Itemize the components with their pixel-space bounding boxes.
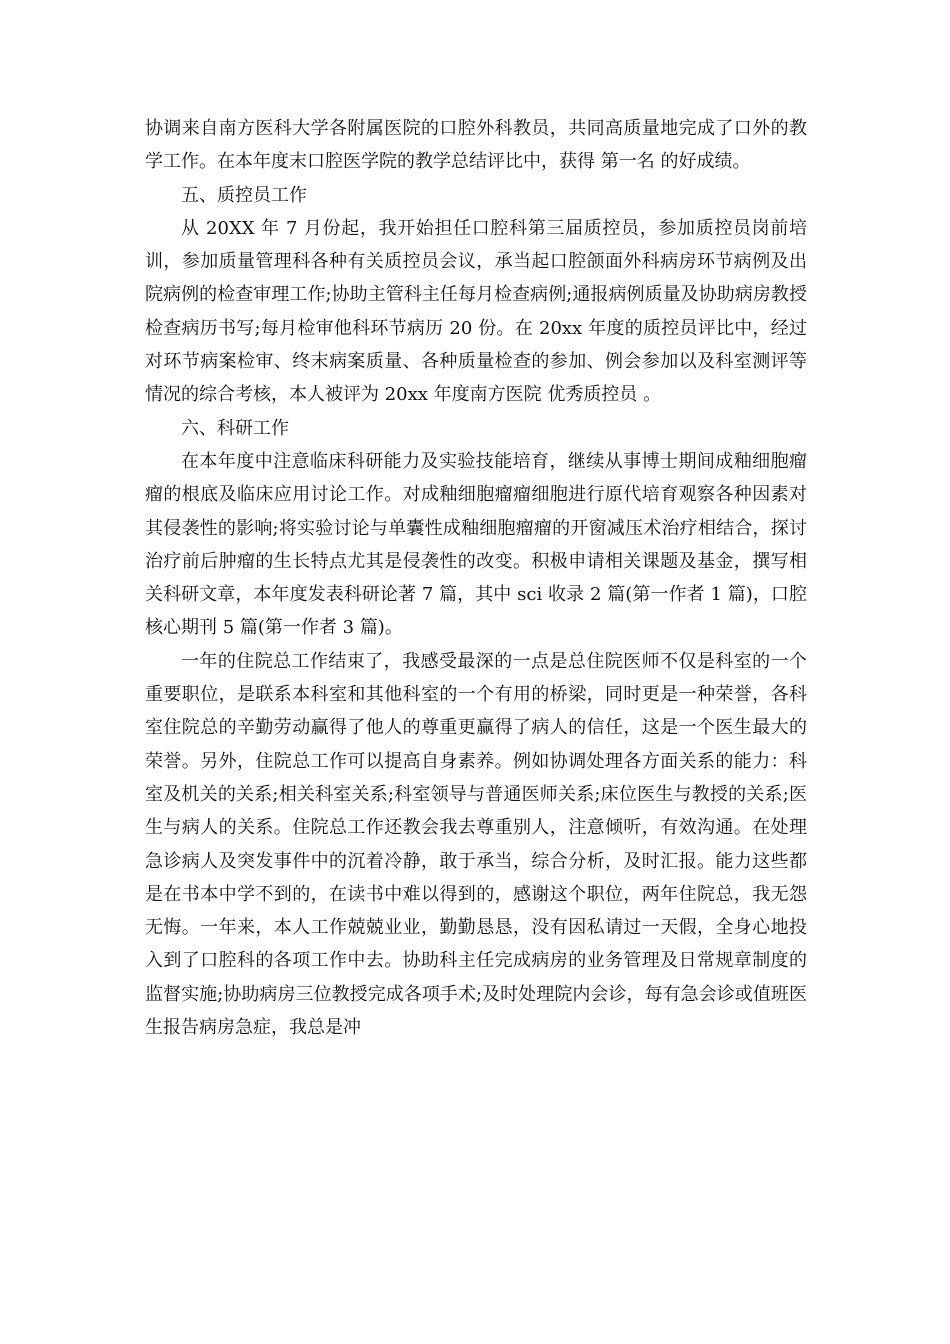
section-heading-quality-control: 五、质控员工作 bbox=[181, 184, 307, 206]
paragraph-teaching-continued: 协调来自南方医科大学各附属医院的口腔外科教员，共同高质量地完成了口外的教学工作。在本年度末口腔医学院的教学总结评比中，获得 第一名 的好成绩。 bbox=[145, 118, 807, 173]
section-heading-research: 六、科研工作 bbox=[181, 417, 289, 439]
paragraph-summary: 一年的住院总工作结束了，我感受最深的一点是总住院医师不仅是科室的一个重要职位，是联系本科室和其他科室的一个有用的桥梁，同时更是一种荣誉，各科室住院总的辛勤劳动赢得了他人的尊重更赢得了病人的信任，这是一个医生最大的荣誉。另外，住院总工作可以提高自身素养。例如协调处理各方面关系的能力：科室及机关的关系;相关科室关系;科室领导与普通医师关系;床位医生与教授的关系;医生与病人的关系。住院总工作还教会我去尊重别人，注意倾听，有效沟通。在处理急诊病人及突发事件中的沉着冷静，敢于承当，综合分析，及时汇报。能力这些都是在书本中学不到的，在读书中难以得到的，感谢这个职位，两年住院总，我无怨无悔。一年来，本人工作兢兢业业，勤勤恳恳，没有因私请过一天假，全身心地投入到了口腔科的各项工作中去。协助科主任完成病房的业务管理及日常规章制度的监督实施;协助病房三位教授完成各项手术;及时处理院内会诊，每有急会诊或值班医生报告病房急症，我总是冲 bbox=[145, 650, 807, 1039]
paragraph-research: 在本年度中注意临床科研能力及实验技能培育，继续从事博士期间成釉细胞瘤瘤的根底及临床应用讨论工作。对成釉细胞瘤瘤细胞进行原代培育观察各种因素对其侵袭性的影响;将实验讨论与单囊性成釉细胞瘤瘤的开窗减压术治疗相结合，探讨治疗前后肿瘤的生长特点尤其是侵袭性的改变。积极申请相关课题及基金，撰写相关科研文章，本年度发表科研论著 7 篇，其中 sci 收录 2 篇(第一作者 1 篇)，口腔核心期刊 5 篇(第一作者 3 篇)。 bbox=[145, 450, 807, 639]
paragraph-quality-control: 从 20XX 年 7 月份起，我开始担任口腔科第三届质控员，参加质控员岗前培训，参加质量管理科各种有关质控员会议，承当起口腔颌面外科病房环节病例及出院病例的检查审理工作;协助主管科主任每月检查病例;通报病例质量及协助病房教授检查病历书写;每月检审他科环节病历 20 份。在 20xx 年度的质控员评比中，经过对环节病案检审、终末病案质量、各种质量检查的参加、例会参加以及科室测评等情况的综合考核，本人被评为 20xx 年度南方医院 优秀质控员 。 bbox=[145, 217, 807, 406]
document-body bbox=[145, 112, 807, 1044]
